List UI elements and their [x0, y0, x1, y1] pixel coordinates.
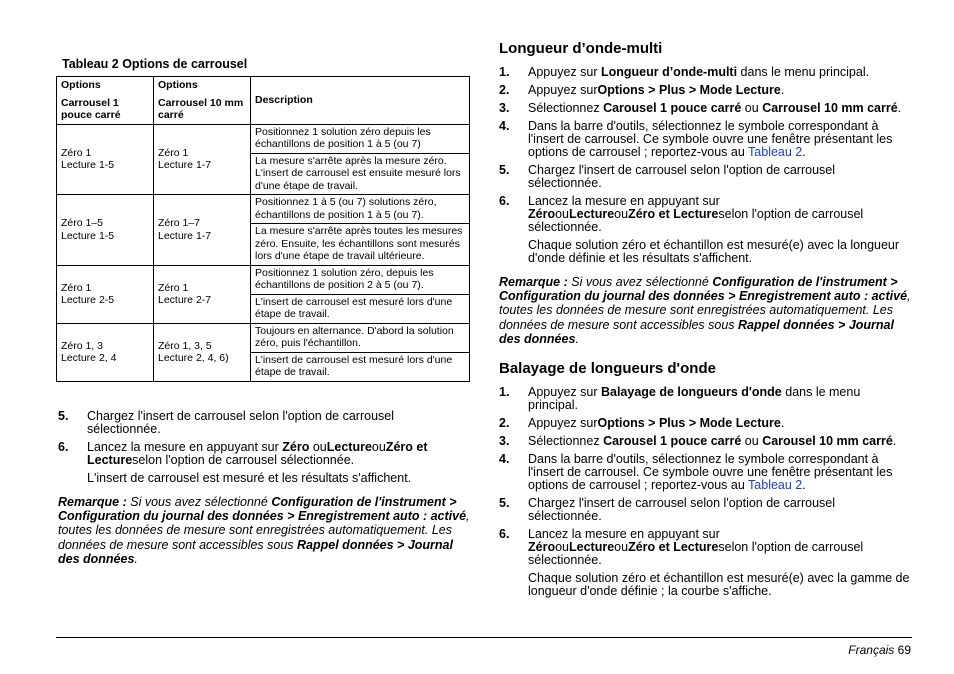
cell-option-10mm: Zéro 1 Lecture 2-7	[154, 265, 251, 323]
table-row	[57, 323, 470, 381]
table-2-link[interactable]: Tableau 2	[748, 478, 803, 493]
cell-description: Positionnez 1 solution zéro, depuis les échantillons de position 2 à 5 (ou 7). L'insert de carrousel est mesuré lors d'une étape de travail.	[251, 265, 470, 323]
page-number: 69	[897, 643, 911, 657]
table-header-row	[57, 77, 470, 125]
header-col-2: Options Carrousel 10 mm carré	[154, 77, 251, 125]
cell-description: Toujours en alternance. D'abord la solution zéro, puis l'échantillon. L'insert de carrousel est mesuré lors d'une étape de travail.	[251, 323, 470, 381]
step-2: 2. Appuyez surOptions > Plus > Mode Lecture.	[499, 416, 785, 431]
header-col-1: Options Carrousel 1 pouce carré	[57, 77, 154, 125]
wavelength-scan-steps	[499, 386, 912, 567]
cell-option-1in: Zéro 1 Lecture 2-5	[57, 265, 154, 323]
header-col-3: Description	[251, 77, 470, 125]
step-5: 5. Chargez l'insert de carrousel selon l'option de carrousel sélectionnée.	[499, 496, 836, 524]
step-6-result: Chaque solution zéro et échantillon est mesuré(e) avec la gamme de longueur d'onde définie ; la courbe s'affiche.	[528, 571, 910, 599]
cell-option-10mm: Zéro 1 Lecture 1-7	[154, 124, 251, 195]
left-column	[58, 410, 470, 566]
cell-option-1in: Zéro 1–5 Lecture 1-5	[57, 195, 154, 266]
step-5: 5. Chargez l'insert de carrousel selon l'option de carrousel sélectionnée.	[58, 409, 395, 436]
cell-description: Positionnez 1 à 5 (ou 7) solutions zéro, échantillons de position 1 à 5 (ou 7). La mesure s'arrête après toutes les mesures zéro. Ensuite, les échantillons sont mesurés lors d'une étape de travail ultérieure.	[251, 195, 470, 266]
right-column	[499, 40, 912, 606]
footer-language: Français	[848, 643, 895, 657]
page-footer	[848, 643, 911, 657]
heading-wavelength-scan: Balayage de longueurs d'onde	[499, 360, 716, 378]
table-row	[57, 195, 470, 266]
carousel-options-table	[56, 76, 470, 382]
step-6-result: Chaque solution zéro et échantillon est mesuré(e) avec la longueur d'onde définie et les résultats s'affichent.	[528, 238, 900, 265]
cell-description: Positionnez 1 solution zéro depuis les échantillons de position 1 à 5 (ou 7) La mesure s'arrête après la mesure zéro. L'insert de carrousel est ensuite mesuré lors d'une étape de travail.	[251, 124, 470, 195]
step-4: 4. Dans la barre d'outils, sélectionnez le symbole correspondant à l'insert de carrousel. Ce symbole ouvre une fenêtre présentant les options de carrousel ; reportez-vous au Tableau 2.	[499, 452, 893, 493]
step-6-result: L'insert de carrousel est mesuré et les résultats s'affichent.	[87, 471, 412, 485]
table-2-link[interactable]: Tableau 2	[748, 145, 803, 159]
step-3: 3. Sélectionnez Carousel 1 pouce carré ou Carrousel 10 mm carré.	[499, 101, 902, 115]
step-5: 5. Chargez l'insert de carrousel selon l'option de carrousel sélectionnée.	[499, 163, 836, 190]
step-6: 6. Lancez la mesure en appuyant sur Zéro ouLectureouZéro et Lectureselon l'option de carrousel sélectionnée.	[58, 440, 428, 467]
table-row	[57, 265, 470, 323]
table-row	[57, 124, 470, 195]
step-6: 6. Lancez la mesure en appuyant sur ZéroouLectureouZéro et Lectureselon l'option de carrousel sélectionnée.	[499, 527, 864, 568]
note-left: Remarque : Si vous avez sélectionné Configuration de l'instrument > Configuration du journal des données > Enregistrement auto : activé, toutes les données de mesure sont enregistrées automatiquement. Les données de mesure sont accessibles sous Rappel données > Journal des données.	[58, 495, 470, 566]
cell-option-10mm: Zéro 1–7 Lecture 1-7	[154, 195, 251, 266]
heading-multi-wavelength: Longueur d’onde-multi	[499, 40, 663, 57]
note-right: Remarque : Si vous avez sélectionné Configuration de l'instrument > Configuration du journal des données > Enregistrement auto : activé, toutes les données de mesure sont enregistrées automatiquement. Les données de mesure sont accessibles sous Rappel données > Journal des données.	[499, 275, 911, 346]
left-steps	[58, 410, 470, 467]
step-6: 6. Lancez la mesure en appuyant sur ZéroouLectureouZéro et Lectureselon l'option de carrousel sélectionnée.	[499, 194, 864, 234]
step-3: 3. Sélectionnez Carousel 1 pouce carré ou Carousel 10 mm carré.	[499, 434, 897, 449]
step-4: 4. Dans la barre d'outils, sélectionnez le symbole correspondant à l'insert de carrousel. Ce symbole ouvre une fenêtre présentant les options de carrousel ; reportez-vous au Tableau 2.	[499, 119, 893, 159]
multi-wavelength-steps	[499, 66, 912, 234]
step-1: 1. Appuyez sur Longueur d’onde-multi dans le menu principal.	[499, 65, 870, 79]
cell-option-1in: Zéro 1, 3 Lecture 2, 4	[57, 323, 154, 381]
cell-option-1in: Zéro 1 Lecture 1-5	[57, 124, 154, 195]
step-2: 2. Appuyez surOptions > Plus > Mode Lecture.	[499, 83, 785, 97]
step-1: 1. Appuyez sur Balayage de longueurs d'onde dans le menu principal.	[499, 385, 861, 413]
footer-rule	[56, 637, 912, 638]
table-caption: Tableau 2 Options de carrousel	[62, 57, 248, 71]
cell-option-10mm: Zéro 1, 3, 5 Lecture 2, 4, 6)	[154, 323, 251, 381]
